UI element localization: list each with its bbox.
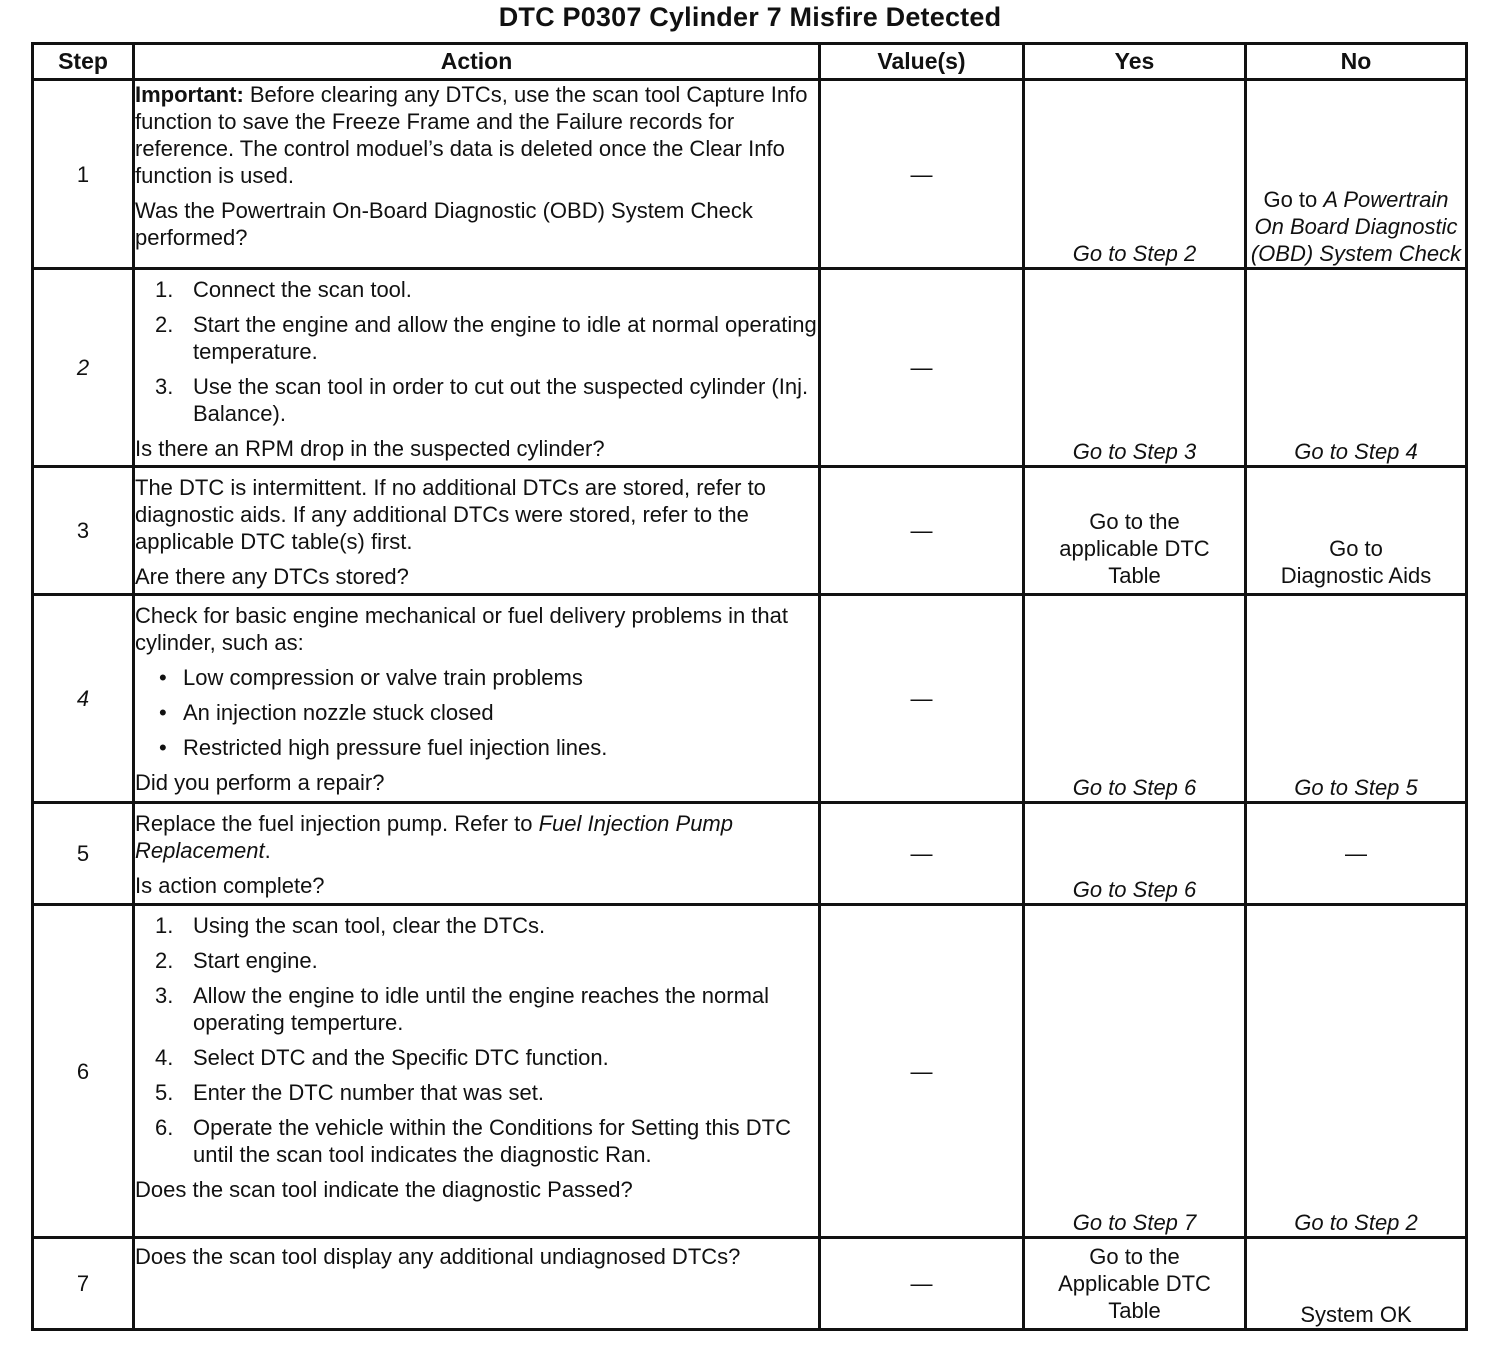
list-item: 3. Use the scan tool in order to cut out the suspected cylinder (Inj. Balance). bbox=[155, 374, 809, 426]
list-item: 1. Using the scan tool, clear the DTCs. bbox=[155, 913, 546, 938]
no-result-prefix: Go to bbox=[1263, 187, 1324, 212]
no-result: — bbox=[1246, 803, 1467, 905]
table-row bbox=[33, 80, 1467, 269]
step-text: The DTC is intermittent. If no additional DTCs are stored, refer to diagnostic aids. If any additional DTCs were stored, refer to the applicable DTC table(s) first. bbox=[135, 475, 766, 554]
list-item: 4. Select DTC and the Specific DTC function. bbox=[155, 1045, 609, 1070]
list-item: • An injection nozzle stuck closed bbox=[159, 700, 494, 725]
step-number: 5 bbox=[33, 803, 134, 905]
step-question: Is action complete? bbox=[135, 873, 325, 898]
table-row bbox=[33, 803, 1467, 905]
no-result: Go to Step 5 bbox=[1246, 595, 1467, 803]
diagnostic-table bbox=[31, 42, 1468, 1331]
step-question: Did you perform a repair? bbox=[135, 770, 385, 795]
list-item: 5. Enter the DTC number that was set. bbox=[155, 1080, 544, 1105]
important-label: Important: bbox=[135, 82, 244, 107]
no-result: System OK bbox=[1246, 1238, 1467, 1330]
table-row bbox=[33, 905, 1467, 1238]
step-number: 3 bbox=[33, 467, 134, 595]
yes-result: Go to Step 6 bbox=[1024, 803, 1246, 905]
page-title: DTC P0307 Cylinder 7 Misfire Detected bbox=[498, 2, 1002, 32]
header-values: Value(s) bbox=[820, 44, 1024, 80]
table-row bbox=[33, 1238, 1467, 1330]
yes-result: Go to Step 3 bbox=[1024, 269, 1246, 467]
header-action: Action bbox=[134, 44, 820, 80]
yes-result: Go to the applicable DTC Table bbox=[1024, 467, 1246, 595]
table-row bbox=[33, 467, 1467, 595]
table-header-row bbox=[33, 44, 1467, 80]
value-cell: — bbox=[820, 269, 1024, 467]
header-no: No bbox=[1246, 44, 1467, 80]
step-question: Does the scan tool display any additional undiagnosed DTCs? bbox=[135, 1244, 741, 1269]
no-result-reference: A Powertrain On Board Diagnostic (OBD) System Check bbox=[1250, 187, 1462, 266]
procedure-list bbox=[135, 276, 818, 427]
list-item: 1. Connect the scan tool. bbox=[155, 277, 412, 302]
header-step: Step bbox=[33, 44, 134, 80]
action-cell bbox=[134, 803, 820, 905]
check-list bbox=[135, 664, 818, 761]
step-number: 7 bbox=[33, 1238, 134, 1330]
step-number: 2 bbox=[33, 269, 134, 467]
value-cell: — bbox=[820, 80, 1024, 269]
list-item: 3. Allow the engine to idle until the engine reaches the normal operating temperture. bbox=[155, 983, 770, 1035]
list-item: 6. Operate the vehicle within the Conditions for Setting this DTC until the scan tool indicates the diagnostic Ran. bbox=[155, 1115, 791, 1167]
value-cell: — bbox=[820, 595, 1024, 803]
no-result: Go to Step 2 bbox=[1246, 905, 1467, 1238]
yes-result: Go to the Applicable DTC Table bbox=[1024, 1238, 1246, 1330]
step-text: Check for basic engine mechanical or fuel delivery problems in that cylinder, such as: bbox=[135, 603, 788, 655]
no-result: Go to Diagnostic Aids bbox=[1246, 467, 1467, 595]
value-cell: — bbox=[820, 905, 1024, 1238]
no-result bbox=[1246, 80, 1467, 269]
list-item: 2. Start engine. bbox=[155, 948, 318, 973]
header-yes: Yes bbox=[1024, 44, 1246, 80]
value-cell: — bbox=[820, 1238, 1024, 1330]
action-cell bbox=[134, 905, 820, 1238]
value-cell: — bbox=[820, 467, 1024, 595]
procedure-reference: Fuel Injection Pump Replacement bbox=[135, 811, 733, 863]
action-cell bbox=[134, 269, 820, 467]
important-note bbox=[135, 81, 818, 189]
action-cell bbox=[134, 80, 820, 269]
step-number: 6 bbox=[33, 905, 134, 1238]
value-cell: — bbox=[820, 803, 1024, 905]
list-item: 2. Start the engine and allow the engine to idle at normal operating temperature. bbox=[155, 312, 817, 364]
step-question: Was the Powertrain On-Board Diagnostic (OBD) System Check performed? bbox=[135, 198, 753, 250]
step-question: Does the scan tool indicate the diagnostic Passed? bbox=[135, 1177, 633, 1202]
list-item: • Restricted high pressure fuel injection lines. bbox=[159, 735, 608, 760]
table-row bbox=[33, 269, 1467, 467]
action-cell bbox=[134, 1238, 820, 1330]
yes-result: Go to Step 7 bbox=[1024, 905, 1246, 1238]
action-cell bbox=[134, 467, 820, 595]
step-text: Replace the fuel injection pump. Refer to Fuel Injection Pump Replacement. bbox=[135, 811, 733, 863]
no-result: Go to Step 4 bbox=[1246, 269, 1467, 467]
step-question: Is there an RPM drop in the suspected cylinder? bbox=[135, 436, 605, 461]
important-text: Before clearing any DTCs, use the scan tool Capture Info function to save the Freeze Frame and the Failure records for reference. The control moduel’s data is deleted once the Clear Info function is used. bbox=[135, 82, 808, 188]
action-cell bbox=[134, 595, 820, 803]
list-item: • Low compression or valve train problems bbox=[159, 665, 583, 690]
step-number: 4 bbox=[33, 595, 134, 803]
step-number: 1 bbox=[33, 80, 134, 269]
yes-result: Go to Step 6 bbox=[1024, 595, 1246, 803]
table-row bbox=[33, 595, 1467, 803]
step-question: Are there any DTCs stored? bbox=[135, 564, 409, 589]
yes-result: Go to Step 2 bbox=[1024, 80, 1246, 269]
procedure-list bbox=[135, 912, 818, 1168]
